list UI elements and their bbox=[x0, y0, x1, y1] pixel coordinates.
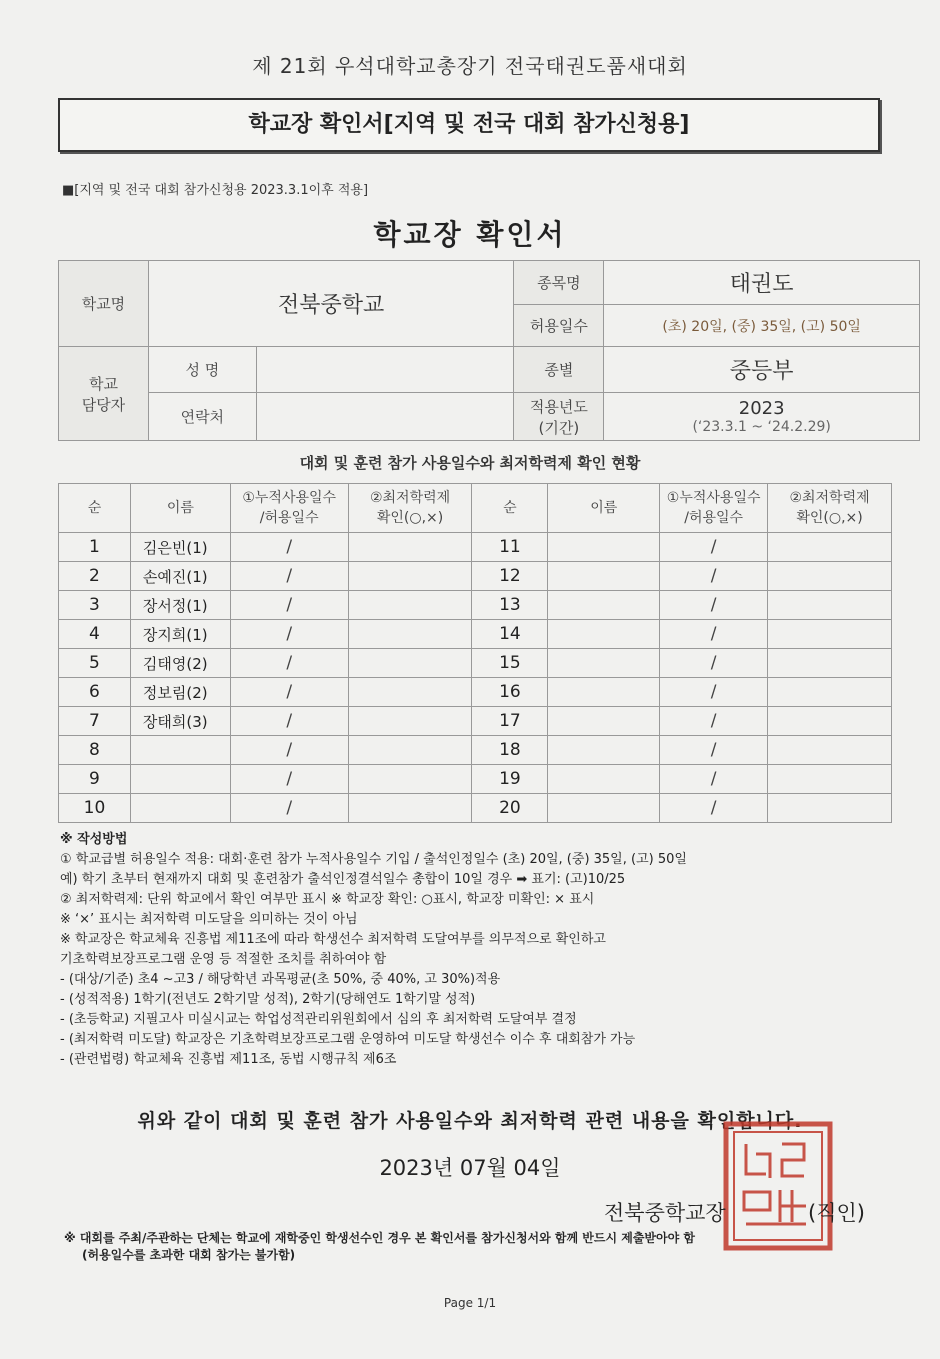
col-days-line1: ①누적사용일수 bbox=[242, 490, 337, 506]
footnote-line: ※ 대회를 주최/주관하는 단체는 학교에 재학중인 학생선수인 경우 본 확인서를 참가신청서와 함께 반드시 제출받아야 함 bbox=[64, 1231, 695, 1245]
method-line: ② 최저학력제: 단위 학교에서 확인 여부만 표시 ※ 학교장 확인: ○표시, 학교장 미확인: × 표시 bbox=[60, 892, 595, 907]
footnote-line: (허용일수를 초과한 대회 참가는 불가함) bbox=[82, 1248, 296, 1262]
row-number: 2 bbox=[59, 562, 131, 591]
student-name bbox=[548, 562, 660, 591]
staff-name-value bbox=[256, 347, 514, 393]
student-name bbox=[548, 591, 660, 620]
row-number: 17 bbox=[472, 707, 548, 736]
col-name: 이름 bbox=[130, 484, 230, 533]
min-academic-check bbox=[768, 649, 892, 678]
student-name: 장지희(1) bbox=[130, 620, 230, 649]
table-row bbox=[59, 620, 892, 649]
min-academic-check bbox=[768, 678, 892, 707]
roster-table bbox=[58, 483, 892, 823]
col-days-2-line1: ①누적사용일수 bbox=[666, 490, 761, 506]
days-used: / bbox=[230, 794, 348, 823]
min-academic-check bbox=[768, 707, 892, 736]
table-row bbox=[59, 562, 892, 591]
min-academic-check bbox=[768, 765, 892, 794]
writing-method bbox=[60, 830, 900, 1070]
row-number: 7 bbox=[59, 707, 131, 736]
issue-date: 2023년 07월 04일 bbox=[379, 1156, 561, 1180]
min-academic-check bbox=[348, 707, 472, 736]
col-check-2-line1: ②최저학력제 bbox=[789, 490, 870, 506]
min-academic-check bbox=[768, 736, 892, 765]
student-name bbox=[548, 707, 660, 736]
table-row bbox=[59, 649, 892, 678]
days-used: / bbox=[660, 620, 768, 649]
school-name-label: 학교명 bbox=[59, 261, 149, 347]
days-used: / bbox=[660, 736, 768, 765]
row-number: 13 bbox=[472, 591, 548, 620]
days-used: / bbox=[230, 707, 348, 736]
col-name-2: 이름 bbox=[548, 484, 660, 533]
student-name: 손예진(1) bbox=[130, 562, 230, 591]
staff-name-label: 성 명 bbox=[148, 347, 256, 393]
student-name bbox=[548, 678, 660, 707]
main-title: 학교장 확인서 bbox=[373, 218, 567, 251]
roster-title: 대회 및 훈련 참가 사용일수와 최저학력제 확인 현황 bbox=[299, 454, 641, 472]
student-name bbox=[548, 794, 660, 823]
allowed-days-value: (초) 20일, (중) 35일, (고) 50일 bbox=[604, 305, 920, 347]
student-name bbox=[130, 794, 230, 823]
staff-label bbox=[59, 347, 149, 441]
year-label bbox=[514, 393, 604, 441]
col-days bbox=[230, 484, 348, 533]
min-academic-check bbox=[768, 562, 892, 591]
page-number: Page 1/1 bbox=[443, 1296, 497, 1310]
student-name: 장서정(1) bbox=[130, 591, 230, 620]
method-line: - (초등학교) 지필고사 미실시교는 학업성적관리위원회에서 심의 후 최저학력 도달여부 결정 bbox=[60, 1012, 577, 1027]
student-name: 김태영(2) bbox=[130, 649, 230, 678]
min-academic-check bbox=[768, 620, 892, 649]
contact-label: 연락처 bbox=[148, 393, 256, 441]
school-name-value: 전북중학교 bbox=[148, 261, 514, 347]
days-used: / bbox=[230, 678, 348, 707]
row-number: 16 bbox=[472, 678, 548, 707]
days-used: / bbox=[230, 591, 348, 620]
days-used: / bbox=[660, 533, 768, 562]
row-number: 10 bbox=[59, 794, 131, 823]
table-row bbox=[59, 533, 892, 562]
col-check-line1: ②최저학력제 bbox=[369, 490, 451, 506]
min-academic-check bbox=[768, 533, 892, 562]
division-value: 중등부 bbox=[604, 347, 920, 393]
row-number: 3 bbox=[59, 591, 131, 620]
min-academic-check bbox=[348, 591, 472, 620]
col-check-2 bbox=[768, 484, 892, 533]
staff-label-line2: 담당자 bbox=[81, 395, 126, 414]
method-line: - (성적적용) 1학기(전년도 2학기말 성적), 2학기(당해연도 1학기말 성적) bbox=[60, 992, 476, 1007]
footnote bbox=[64, 1230, 894, 1264]
min-academic-check bbox=[348, 649, 472, 678]
row-number: 4 bbox=[59, 620, 131, 649]
applicability-note: ■[지역 및 전국 대회 참가신청용 2023.3.1이후 적용] bbox=[62, 183, 369, 198]
col-check bbox=[348, 484, 472, 533]
row-number: 20 bbox=[472, 794, 548, 823]
year-period: (‘23.3.1 ~ ‘24.2.29) bbox=[692, 419, 831, 435]
days-used: / bbox=[660, 707, 768, 736]
row-number: 14 bbox=[472, 620, 548, 649]
col-days-2 bbox=[660, 484, 768, 533]
event-label: 종목명 bbox=[514, 261, 604, 305]
min-academic-check bbox=[348, 678, 472, 707]
student-name bbox=[548, 649, 660, 678]
staff-label-line1: 학교 bbox=[88, 374, 118, 393]
method-line: ※ ‘×’ 표시는 최저학력 미도달을 의미하는 것이 아님 bbox=[60, 912, 358, 927]
days-used: / bbox=[660, 649, 768, 678]
student-name bbox=[548, 765, 660, 794]
method-line: 기초학력보장프로그램 운영 등 적절한 조치를 취하여야 함 bbox=[60, 952, 387, 967]
student-name bbox=[548, 533, 660, 562]
school-info-table bbox=[58, 260, 920, 441]
days-used: / bbox=[230, 736, 348, 765]
row-number: 6 bbox=[59, 678, 131, 707]
table-row bbox=[59, 591, 892, 620]
row-number: 11 bbox=[472, 533, 548, 562]
seal-mark: (직인) bbox=[808, 1201, 865, 1225]
table-row bbox=[59, 736, 892, 765]
student-name bbox=[548, 736, 660, 765]
method-line: - (대상/기준) 초4 ~고3 / 해당학년 과목평균(초 50%, 중 40%, 고 30%)적용 bbox=[60, 972, 501, 987]
table-row bbox=[59, 707, 892, 736]
row-number: 9 bbox=[59, 765, 131, 794]
days-used: / bbox=[660, 591, 768, 620]
col-check-2-line2: 확인(○,×) bbox=[796, 510, 863, 526]
min-academic-check bbox=[348, 765, 472, 794]
document-title: 학교장 확인서[지역 및 전국 대회 참가신청용] bbox=[248, 112, 690, 137]
min-academic-check bbox=[348, 562, 472, 591]
event-value: 태권도 bbox=[604, 261, 920, 305]
year-cell bbox=[604, 393, 920, 441]
method-title: ※ 작성방법 bbox=[60, 832, 128, 847]
table-row bbox=[59, 765, 892, 794]
days-used: / bbox=[230, 649, 348, 678]
days-used: / bbox=[230, 765, 348, 794]
min-academic-check bbox=[348, 794, 472, 823]
method-line: - (최저학력 미도달) 학교장은 기초학력보장프로그램 운영하여 미도달 학생선수 이수 후 대회참가 가능 bbox=[60, 1032, 636, 1047]
student-name bbox=[130, 736, 230, 765]
days-used: / bbox=[230, 620, 348, 649]
roster-body bbox=[59, 533, 892, 823]
year-label-line2: (기간) bbox=[538, 418, 580, 437]
student-name bbox=[548, 620, 660, 649]
col-no-2: 순 bbox=[472, 484, 548, 533]
confirmation-statement: 위와 같이 대회 및 훈련 참가 사용일수와 최저학력 관련 내용을 확인합니다. bbox=[137, 1110, 803, 1132]
col-days-2-line2: /허용일수 bbox=[684, 510, 744, 526]
method-line: 예) 학기 초부터 현재까지 대회 및 훈련참가 출석인정결석일수 총합이 10일 경우 ➡ 표기: (고)10/25 bbox=[60, 872, 626, 887]
year-label-line1: 적용년도 bbox=[529, 397, 588, 416]
days-used: / bbox=[230, 562, 348, 591]
table-row bbox=[59, 794, 892, 823]
method-line: ※ 학교장은 학교체육 진흥법 제11조에 따라 학생선수 최저학력 도달여부를 의무적으로 확인하고 bbox=[60, 932, 606, 947]
principal-name: 전북중학교장 bbox=[604, 1201, 726, 1225]
days-used: / bbox=[660, 765, 768, 794]
division-label: 종별 bbox=[514, 347, 604, 393]
row-number: 19 bbox=[472, 765, 548, 794]
student-name: 장태희(3) bbox=[130, 707, 230, 736]
student-name: 김은빈(1) bbox=[130, 533, 230, 562]
min-academic-check bbox=[348, 533, 472, 562]
contact-value bbox=[256, 393, 514, 441]
method-line: ① 학교급별 허용일수 적용: 대회·훈련 참가 누적사용일수 기입 / 출석인정일수 (초) 20일, (중) 35일, (고) 50일 bbox=[60, 852, 687, 867]
days-used: / bbox=[230, 533, 348, 562]
min-academic-check bbox=[768, 591, 892, 620]
row-number: 1 bbox=[59, 533, 131, 562]
min-academic-check bbox=[348, 736, 472, 765]
col-days-line2: /허용일수 bbox=[259, 510, 319, 526]
event-title: 제 21회 우석대학교총장기 전국태권도품새대회 bbox=[252, 54, 688, 78]
col-check-line2: 확인(○,×) bbox=[376, 510, 444, 526]
row-number: 18 bbox=[472, 736, 548, 765]
col-no: 순 bbox=[59, 484, 131, 533]
table-row bbox=[59, 678, 892, 707]
row-number: 8 bbox=[59, 736, 131, 765]
year-value: 2023 bbox=[738, 398, 785, 419]
days-used: / bbox=[660, 794, 768, 823]
method-line: - (관련법령) 학교체육 진흥법 제11조, 동법 시행규칙 제6조 bbox=[60, 1052, 397, 1067]
days-used: / bbox=[660, 562, 768, 591]
document-title-box bbox=[58, 98, 880, 152]
min-academic-check bbox=[768, 794, 892, 823]
student-name: 정보림(2) bbox=[130, 678, 230, 707]
row-number: 12 bbox=[472, 562, 548, 591]
row-number: 5 bbox=[59, 649, 131, 678]
row-number: 15 bbox=[472, 649, 548, 678]
allowed-days-label: 허용일수 bbox=[514, 305, 604, 347]
student-name bbox=[130, 765, 230, 794]
min-academic-check bbox=[348, 620, 472, 649]
days-used: / bbox=[660, 678, 768, 707]
